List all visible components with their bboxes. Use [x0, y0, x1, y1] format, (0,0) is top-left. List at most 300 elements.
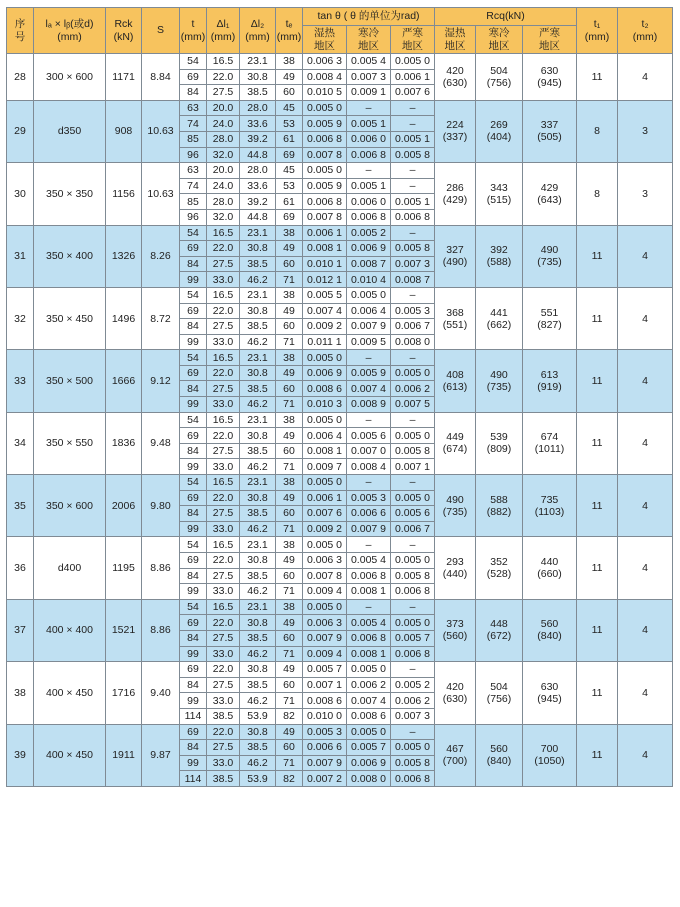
cell-tan-cold: –: [347, 412, 391, 428]
cell-dl1: 16.5: [207, 412, 240, 428]
cell-dl1: 27.5: [207, 256, 240, 272]
cell-dims: 400 × 450: [34, 724, 106, 786]
cell-t: 99: [180, 755, 207, 771]
cell-dl1: 38.5: [207, 708, 240, 724]
cell-tan-severe: –: [391, 287, 435, 303]
cell-tan-humid: 0.008 6: [303, 693, 347, 709]
table-row: [7, 599, 673, 615]
cell-tan-severe: –: [391, 724, 435, 740]
cell-tan-severe: 0.005 0: [391, 615, 435, 631]
cell-tan-cold: –: [347, 599, 391, 615]
cell-dl2: 46.2: [240, 755, 276, 771]
cell-rcq-severe: 735 (1103): [523, 475, 577, 537]
cell-seq: 37: [7, 599, 34, 661]
cell-tan-humid: 0.009 7: [303, 459, 347, 475]
cell-dl2: 30.8: [240, 69, 276, 85]
cell-te: 61: [276, 131, 303, 147]
header-rck: Rck (kN): [106, 8, 142, 54]
cell-tan-cold: 0.009 5: [347, 334, 391, 350]
header-seq: 序 号: [7, 8, 34, 54]
cell-te: 38: [276, 225, 303, 241]
cell-t2: 4: [618, 537, 673, 599]
cell-seq: 30: [7, 163, 34, 225]
cell-tan-humid: 0.006 9: [303, 365, 347, 381]
cell-t: 69: [180, 553, 207, 569]
cell-dl2: 30.8: [240, 241, 276, 257]
cell-t: 69: [180, 303, 207, 319]
cell-rcq-cold: 441 (662): [476, 287, 523, 349]
cell-seq: 29: [7, 100, 34, 162]
cell-te: 38: [276, 475, 303, 491]
cell-dl2: 46.2: [240, 521, 276, 537]
cell-dl2: 38.5: [240, 381, 276, 397]
cell-dl1: 22.0: [207, 365, 240, 381]
cell-tan-severe: 0.007 1: [391, 459, 435, 475]
cell-rcq-humid: 368 (551): [435, 287, 476, 349]
cell-t: 69: [180, 428, 207, 444]
cell-dl1: 16.5: [207, 537, 240, 553]
cell-t1: 11: [577, 412, 618, 474]
cell-te: 71: [276, 584, 303, 600]
cell-tan-severe: 0.007 3: [391, 256, 435, 272]
cell-t2: 4: [618, 724, 673, 786]
cell-te: 60: [276, 319, 303, 335]
cell-te: 49: [276, 490, 303, 506]
cell-rcq-severe: 551 (827): [523, 287, 577, 349]
cell-tan-humid: 0.007 9: [303, 630, 347, 646]
cell-tan-severe: –: [391, 178, 435, 194]
cell-tan-humid: 0.007 1: [303, 677, 347, 693]
cell-tan-humid: 0.005 9: [303, 116, 347, 132]
cell-dl1: 22.0: [207, 615, 240, 631]
cell-tan-cold: 0.010 4: [347, 272, 391, 288]
cell-rck: 1156: [106, 163, 142, 225]
cell-s: 8.86: [142, 599, 180, 661]
cell-te: 49: [276, 428, 303, 444]
cell-dl2: 30.8: [240, 428, 276, 444]
cell-seq: 33: [7, 350, 34, 412]
cell-t: 54: [180, 412, 207, 428]
cell-dl2: 23.1: [240, 350, 276, 366]
cell-tan-cold: 0.007 0: [347, 443, 391, 459]
cell-dl1: 27.5: [207, 630, 240, 646]
table-row: [7, 350, 673, 366]
cell-te: 49: [276, 553, 303, 569]
cell-t: 96: [180, 147, 207, 163]
cell-rck: 1195: [106, 537, 142, 599]
cell-rck: 1171: [106, 54, 142, 101]
cell-tan-severe: 0.006 8: [391, 646, 435, 662]
cell-dl2: 39.2: [240, 131, 276, 147]
cell-tan-cold: –: [347, 475, 391, 491]
cell-tan-cold: 0.006 2: [347, 677, 391, 693]
cell-t: 99: [180, 334, 207, 350]
cell-tan-humid: 0.006 8: [303, 131, 347, 147]
cell-rcq-cold: 352 (528): [476, 537, 523, 599]
cell-tan-severe: 0.006 1: [391, 69, 435, 85]
cell-t: 69: [180, 69, 207, 85]
cell-rck: 1911: [106, 724, 142, 786]
cell-dl1: 33.0: [207, 397, 240, 413]
cell-dl2: 46.2: [240, 397, 276, 413]
table-row: [7, 54, 673, 70]
cell-t: 84: [180, 506, 207, 522]
cell-tan-humid: 0.009 2: [303, 319, 347, 335]
table-row: [7, 163, 673, 179]
cell-te: 49: [276, 241, 303, 257]
cell-dl1: 16.5: [207, 287, 240, 303]
cell-rcq-cold: 343 (515): [476, 163, 523, 225]
cell-tan-cold: 0.008 1: [347, 646, 391, 662]
cell-dl1: 32.0: [207, 147, 240, 163]
cell-tan-severe: 0.008 7: [391, 272, 435, 288]
cell-te: 49: [276, 724, 303, 740]
cell-tan-severe: 0.007 3: [391, 708, 435, 724]
cell-dl2: 46.2: [240, 334, 276, 350]
cell-tan-cold: –: [347, 163, 391, 179]
cell-tan-cold: 0.007 4: [347, 381, 391, 397]
cell-dl2: 46.2: [240, 459, 276, 475]
cell-dl1: 22.0: [207, 553, 240, 569]
cell-t: 84: [180, 568, 207, 584]
cell-s: 8.26: [142, 225, 180, 287]
cell-dl1: 33.0: [207, 693, 240, 709]
cell-dl2: 28.0: [240, 163, 276, 179]
cell-tan-humid: 0.007 8: [303, 147, 347, 163]
cell-rcq-severe: 674 (1011): [523, 412, 577, 474]
cell-te: 60: [276, 381, 303, 397]
cell-dl1: 27.5: [207, 381, 240, 397]
cell-tan-severe: –: [391, 100, 435, 116]
cell-dl1: 27.5: [207, 443, 240, 459]
cell-dims: 350 × 600: [34, 475, 106, 537]
cell-tan-humid: 0.005 0: [303, 537, 347, 553]
cell-tan-severe: 0.005 8: [391, 443, 435, 459]
cell-s: 8.84: [142, 54, 180, 101]
cell-t: 114: [180, 708, 207, 724]
cell-te: 60: [276, 506, 303, 522]
table-row: [7, 475, 673, 491]
table-row: [7, 537, 673, 553]
cell-tan-cold: 0.006 8: [347, 147, 391, 163]
cell-t2: 3: [618, 100, 673, 162]
cell-tan-humid: 0.005 9: [303, 178, 347, 194]
cell-t2: 4: [618, 350, 673, 412]
cell-tan-severe: 0.006 2: [391, 693, 435, 709]
cell-tan-humid: 0.010 5: [303, 85, 347, 101]
cell-tan-severe: 0.006 7: [391, 319, 435, 335]
cell-t: 54: [180, 287, 207, 303]
cell-tan-severe: –: [391, 163, 435, 179]
cell-rcq-cold: 504 (756): [476, 54, 523, 101]
cell-dl2: 23.1: [240, 225, 276, 241]
table-header: [7, 8, 673, 54]
cell-dl2: 46.2: [240, 584, 276, 600]
cell-rcq-severe: 560 (840): [523, 599, 577, 661]
cell-tan-cold: –: [347, 537, 391, 553]
cell-te: 71: [276, 334, 303, 350]
cell-te: 38: [276, 287, 303, 303]
cell-dl1: 27.5: [207, 740, 240, 756]
cell-tan-humid: 0.006 4: [303, 428, 347, 444]
cell-tan-humid: 0.006 3: [303, 54, 347, 70]
cell-s: 8.86: [142, 537, 180, 599]
cell-t: 114: [180, 771, 207, 787]
cell-tan-humid: 0.006 8: [303, 194, 347, 210]
cell-dl1: 22.0: [207, 428, 240, 444]
cell-tan-humid: 0.006 3: [303, 615, 347, 631]
cell-te: 38: [276, 350, 303, 366]
cell-rcq-humid: 286 (429): [435, 163, 476, 225]
cell-te: 71: [276, 646, 303, 662]
cell-rcq-cold: 504 (756): [476, 662, 523, 724]
cell-tan-humid: 0.005 3: [303, 724, 347, 740]
cell-tan-severe: 0.008 0: [391, 334, 435, 350]
cell-te: 60: [276, 677, 303, 693]
cell-rcq-severe: 630 (945): [523, 662, 577, 724]
cell-rcq-humid: 490 (735): [435, 475, 476, 537]
cell-dl2: 30.8: [240, 490, 276, 506]
cell-te: 49: [276, 662, 303, 678]
cell-tan-cold: 0.008 7: [347, 256, 391, 272]
cell-dims: 300 × 600: [34, 54, 106, 101]
cell-t: 84: [180, 85, 207, 101]
cell-dl1: 22.0: [207, 490, 240, 506]
cell-t: 96: [180, 209, 207, 225]
header-dl2: Δl₂ (mm): [240, 8, 276, 54]
cell-tan-severe: 0.005 0: [391, 740, 435, 756]
cell-dl2: 30.8: [240, 303, 276, 319]
cell-rck: 1836: [106, 412, 142, 474]
cell-t: 84: [180, 740, 207, 756]
cell-dl1: 16.5: [207, 54, 240, 70]
cell-tan-cold: 0.008 9: [347, 397, 391, 413]
cell-seq: 38: [7, 662, 34, 724]
cell-rcq-severe: 490 (735): [523, 225, 577, 287]
cell-dims: 400 × 400: [34, 599, 106, 661]
cell-tan-severe: 0.005 8: [391, 755, 435, 771]
cell-te: 71: [276, 755, 303, 771]
cell-rcq-humid: 327 (490): [435, 225, 476, 287]
cell-rcq-cold: 560 (840): [476, 724, 523, 786]
cell-t1: 11: [577, 724, 618, 786]
cell-tan-cold: 0.005 4: [347, 615, 391, 631]
cell-tan-humid: 0.008 4: [303, 69, 347, 85]
cell-te: 60: [276, 256, 303, 272]
cell-t: 99: [180, 397, 207, 413]
cell-t: 99: [180, 521, 207, 537]
cell-rck: 1496: [106, 287, 142, 349]
cell-rcq-humid: 467 (700): [435, 724, 476, 786]
cell-tan-cold: 0.005 4: [347, 54, 391, 70]
cell-te: 61: [276, 194, 303, 210]
header-t1: t₁ (mm): [577, 8, 618, 54]
cell-tan-cold: 0.006 9: [347, 755, 391, 771]
header-t2: t₂ (mm): [618, 8, 673, 54]
cell-tan-severe: 0.005 1: [391, 194, 435, 210]
cell-seq: 31: [7, 225, 34, 287]
cell-dl2: 30.8: [240, 662, 276, 678]
table-row: [7, 100, 673, 116]
cell-te: 53: [276, 178, 303, 194]
cell-tan-severe: 0.005 0: [391, 553, 435, 569]
cell-dl1: 22.0: [207, 69, 240, 85]
cell-dl1: 27.5: [207, 85, 240, 101]
cell-dl1: 38.5: [207, 771, 240, 787]
cell-dl2: 23.1: [240, 599, 276, 615]
cell-t2: 4: [618, 54, 673, 101]
cell-t: 84: [180, 319, 207, 335]
cell-tan-humid: 0.007 9: [303, 755, 347, 771]
cell-tan-severe: 0.005 0: [391, 428, 435, 444]
cell-dl2: 44.8: [240, 209, 276, 225]
header-dl1: Δl₁ (mm): [207, 8, 240, 54]
cell-te: 38: [276, 412, 303, 428]
cell-tan-severe: 0.005 6: [391, 506, 435, 522]
cell-tan-severe: 0.005 8: [391, 568, 435, 584]
cell-dl2: 38.5: [240, 506, 276, 522]
header-s: S: [142, 8, 180, 54]
cell-tan-severe: 0.005 7: [391, 630, 435, 646]
cell-tan-humid: 0.010 3: [303, 397, 347, 413]
header-tan-humid: 湿热 地区: [303, 26, 347, 54]
bearing-spec-table: [6, 7, 673, 787]
cell-dl1: 27.5: [207, 677, 240, 693]
cell-t: 84: [180, 443, 207, 459]
cell-dl2: 30.8: [240, 615, 276, 631]
cell-dl2: 23.1: [240, 54, 276, 70]
cell-tan-severe: 0.005 0: [391, 365, 435, 381]
cell-s: 10.63: [142, 163, 180, 225]
cell-tan-humid: 0.007 8: [303, 568, 347, 584]
cell-tan-cold: 0.005 1: [347, 116, 391, 132]
cell-tan-cold: 0.008 4: [347, 459, 391, 475]
cell-t: 54: [180, 599, 207, 615]
header-rcq-cold: 寒冷 地区: [476, 26, 523, 54]
cell-tan-severe: –: [391, 599, 435, 615]
cell-te: 71: [276, 693, 303, 709]
cell-tan-humid: 0.005 0: [303, 475, 347, 491]
cell-tan-severe: 0.005 8: [391, 147, 435, 163]
cell-tan-humid: 0.009 4: [303, 584, 347, 600]
cell-dl2: 30.8: [240, 724, 276, 740]
cell-te: 60: [276, 443, 303, 459]
header-rcq: Rcq(kN): [435, 8, 577, 26]
cell-tan-severe: 0.005 0: [391, 54, 435, 70]
cell-rcq-severe: 337 (505): [523, 100, 577, 162]
cell-te: 49: [276, 303, 303, 319]
cell-te: 49: [276, 615, 303, 631]
cell-dl2: 53.9: [240, 708, 276, 724]
cell-s: 9.87: [142, 724, 180, 786]
cell-rcq-humid: 373 (560): [435, 599, 476, 661]
cell-dl1: 33.0: [207, 459, 240, 475]
cell-t: 99: [180, 459, 207, 475]
cell-seq: 36: [7, 537, 34, 599]
cell-tan-humid: 0.005 0: [303, 350, 347, 366]
table-row: [7, 412, 673, 428]
cell-t1: 11: [577, 475, 618, 537]
cell-dl1: 33.0: [207, 334, 240, 350]
cell-dl1: 33.0: [207, 584, 240, 600]
cell-rck: 1326: [106, 225, 142, 287]
cell-dims: 350 × 450: [34, 287, 106, 349]
cell-te: 38: [276, 54, 303, 70]
cell-te: 71: [276, 521, 303, 537]
cell-tan-humid: 0.010 1: [303, 256, 347, 272]
table-row: [7, 225, 673, 241]
cell-tan-severe: 0.006 8: [391, 771, 435, 787]
cell-tan-humid: 0.005 0: [303, 599, 347, 615]
cell-dl2: 23.1: [240, 412, 276, 428]
cell-tan-cold: 0.005 3: [347, 490, 391, 506]
cell-te: 38: [276, 537, 303, 553]
cell-seq: 35: [7, 475, 34, 537]
cell-te: 60: [276, 85, 303, 101]
cell-rcq-severe: 429 (643): [523, 163, 577, 225]
cell-dims: 350 × 350: [34, 163, 106, 225]
cell-t: 84: [180, 381, 207, 397]
cell-rcq-humid: 449 (674): [435, 412, 476, 474]
cell-dims: d400: [34, 537, 106, 599]
cell-tan-severe: 0.005 2: [391, 677, 435, 693]
table-row: [7, 724, 673, 740]
cell-tan-humid: 0.007 8: [303, 209, 347, 225]
cell-t: 85: [180, 194, 207, 210]
cell-te: 82: [276, 771, 303, 787]
cell-dl2: 33.6: [240, 178, 276, 194]
cell-dl2: 38.5: [240, 568, 276, 584]
cell-tan-severe: 0.005 8: [391, 241, 435, 257]
cell-dl1: 22.0: [207, 303, 240, 319]
cell-dl1: 20.0: [207, 100, 240, 116]
header-tan-severe: 严寒 地区: [391, 26, 435, 54]
cell-t: 54: [180, 54, 207, 70]
cell-tan-severe: –: [391, 537, 435, 553]
cell-tan-cold: 0.007 4: [347, 693, 391, 709]
cell-dl2: 23.1: [240, 287, 276, 303]
cell-s: 8.72: [142, 287, 180, 349]
header-tan-cold: 寒冷 地区: [347, 26, 391, 54]
cell-dl1: 16.5: [207, 599, 240, 615]
cell-tan-cold: 0.006 8: [347, 630, 391, 646]
cell-dl1: 28.0: [207, 131, 240, 147]
cell-dl1: 24.0: [207, 116, 240, 132]
cell-rcq-humid: 293 (440): [435, 537, 476, 599]
cell-t: 54: [180, 350, 207, 366]
cell-dl1: 16.5: [207, 350, 240, 366]
cell-dl2: 46.2: [240, 272, 276, 288]
cell-rck: 2006: [106, 475, 142, 537]
table-row: [7, 662, 673, 678]
cell-rcq-severe: 613 (919): [523, 350, 577, 412]
cell-t2: 4: [618, 287, 673, 349]
cell-tan-severe: 0.006 8: [391, 584, 435, 600]
cell-t2: 3: [618, 163, 673, 225]
cell-t: 54: [180, 225, 207, 241]
cell-t: 99: [180, 584, 207, 600]
cell-dl2: 39.2: [240, 194, 276, 210]
cell-t: 54: [180, 475, 207, 491]
cell-dl2: 23.1: [240, 475, 276, 491]
cell-dl2: 53.9: [240, 771, 276, 787]
cell-te: 45: [276, 163, 303, 179]
cell-t: 69: [180, 490, 207, 506]
cell-dl1: 33.0: [207, 521, 240, 537]
cell-dl1: 16.5: [207, 475, 240, 491]
cell-t1: 8: [577, 100, 618, 162]
cell-tan-cold: 0.006 0: [347, 131, 391, 147]
